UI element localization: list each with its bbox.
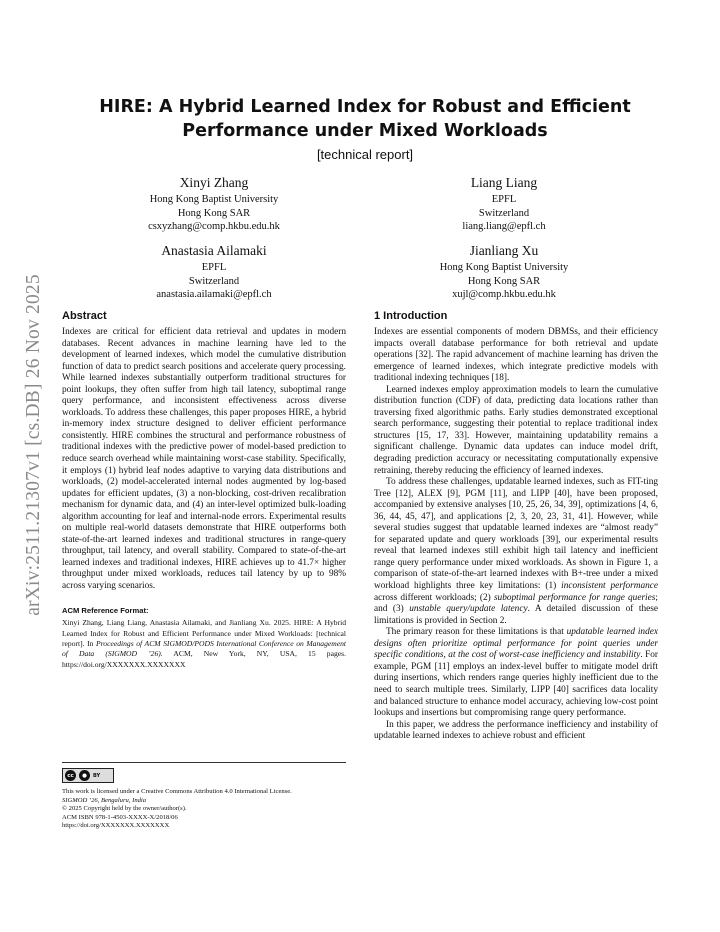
abstract-heading: Abstract [62, 310, 107, 322]
intro-paragraph-4 [374, 627, 658, 719]
emphasis-span: inconsistent performance [561, 581, 658, 592]
creative-commons-logo [62, 768, 114, 783]
emphasis-span: suboptimal performance for range queries [493, 592, 656, 603]
text-span: ; and (3) [374, 592, 658, 615]
author-location: Switzerland [188, 275, 240, 287]
intro-paragraph-5: In this paper, we address the performance inefficiency and instability of updatable learned indexes to achieve robust and efficient [374, 719, 658, 742]
copyright-line: © 2025 Copyright held by the owner/author(s). [62, 805, 187, 813]
text-span: . A detailed discussion of these limitations is provided in Section 2. [374, 604, 658, 626]
text-span: . For example, PGM [11] employs an index-level buffer to mitigate model drift during insertions, which renders range queries highly inefficient due to the need to search multiple trees. Similarly, LIPP [40] sacrifices data locality and balanced structure to enhance model accuracy, achieving low-cost point lookups and insertions but compromising range query performance. [374, 650, 658, 719]
license-block [62, 788, 352, 831]
ref-tail: ACM, New York, NY, USA, 15 pages. https://doi.org/XXXXXXX.XXXXXXX [62, 649, 346, 669]
author-affiliation: EPFL [201, 262, 227, 273]
text-span: across different workloads; (2) [374, 592, 494, 603]
introduction-heading: 1 Introduction [374, 310, 448, 322]
text-span: The primary reason for these limitations is that [386, 627, 567, 638]
paper-subtitle: [technical report] [316, 147, 414, 162]
author-block-4 [374, 242, 634, 302]
author-email: xujl@comp.hkbu.edu.hk [452, 289, 556, 300]
author-affiliation: Hong Kong Baptist University [149, 194, 279, 205]
acm-reference-text [62, 618, 346, 670]
intro-paragraph-1: Indexes are essential components of modern DBMSs, and their efficiency impacts overall database performance for both retrieval and update operations [32]. The rapid advancement of machine learning has driven the emergence of learned indexes, which integrate predictive models with traditional indexing techniques [18]. [374, 327, 658, 384]
text-span: To address these challenges, updatable learned indexes, such as FIT-ting Tree [12], ALEX [9], PGM [11], and LIPP [40], have been proposed, accompanied by extensive analyses [10, 25, 26, 34, 39], optimizations [4, 6, 36, 44, 45, 47], and applications [2, 3, 20, 23, 31, 41]. However, while several studies suggest that updatable learned indexes are “almost ready” for separated update and query workloads [39], our experimental results reveal that learned indexes still exhibit high tail latency and inefficient range query performance under mixed workloads. As shown in Figure 1, a comparison of state-of-the-art learned indexes with B+-tree under a mixed workload highlights three key limitations: (1) [374, 477, 658, 592]
author-email: anastasia.ailamaki@epfl.ch [156, 289, 272, 300]
arxiv-sidebar [14, 220, 54, 670]
left-column [62, 310, 346, 670]
abstract-text: Indexes are critical for efficient data retrieval and updates in modern databases. Recent advances in machine learning have led to the development of learned indexes, which model the cumulative distribution function of data to predict search positions and accelerate query processing. While learned indexes substantially outperform traditional structures for point lookups, they often suffer from high tail latency, suboptimal range query performance, and inconsistent effectiveness across diverse workloads. To address these challenges, this paper proposes HIRE, a hybrid in-memory index structure designed to deliver efficient performance consistently. HIRE combines the structural and performance robustness of traditional indexes with the predictive power of model-based prediction to reduce search overhead while maintaining worst-case stability. Specifically, it employs (1) hybrid leaf nodes adaptive to varying data distributions and workloads, (2) model-accelerated internal nodes augmented by log-based updates for efficient updates, (3) a non-blocking, cost-driven recalibration mechanism for dynamic data, and (4) an inter-level optimized bulk-loading algorithm accounting for leaf and internal-node errors. Experimental results on multiple real-world datasets demonstrate that HIRE outperforms both state-of-the-art learned indexes and traditional structures in range-query throughput, tail latency, and overall stability. Compared to state-of-the-art learned indexes and traditional indexes, HIRE achieves up to 41.7× higher throughput under mixed workloads, reduces tail latency by up to 98% across varying scenarios. [62, 327, 346, 592]
author-email: csxyzhang@comp.hkbu.edu.hk [148, 221, 280, 232]
right-column [374, 310, 658, 743]
emphasis-span: unstable query/update latency [409, 604, 528, 615]
footnote-divider [62, 762, 346, 763]
acm-reference-heading: ACM Reference Format: [62, 605, 149, 615]
author-affiliation: EPFL [491, 194, 517, 205]
cc-icon: cc [65, 770, 76, 781]
author-block-1 [84, 174, 344, 234]
paper-title [62, 95, 668, 143]
license-line: This work is licensed under a Creative Commons Attribution 4.0 International License. [62, 788, 292, 795]
title-line-2: Performance under Mixed Workloads [182, 121, 548, 141]
author-block-2 [374, 174, 634, 234]
by-label: BY [93, 772, 101, 779]
intro-paragraph-3 [374, 477, 658, 627]
author-location: Switzerland [478, 207, 530, 219]
isbn-line: ACM ISBN 978-1-4503-XXXX-X/2018/06 [62, 813, 178, 821]
author-name: Anastasia Ailamaki [161, 243, 267, 258]
author-location: Hong Kong SAR [467, 275, 541, 287]
ref-authors: Xinyi Zhang, Liang Liang, Anastasia Ailamaki, and Jianliang Xu. 2025. HIRE: A Hybrid Learned Index for Robust and Efficient Performance under Mixed Workloads: [technical report]. In [62, 618, 346, 648]
author-name: Liang Liang [470, 175, 538, 190]
attribution-icon: ● [79, 770, 90, 781]
arxiv-identifier: arXiv:2511.21307v1 [cs.DB] 26 Nov 2025 [23, 274, 44, 616]
author-name: Xinyi Zhang [179, 175, 249, 190]
author-location: Hong Kong SAR [177, 207, 251, 219]
author-name: Jianliang Xu [469, 243, 539, 258]
ref-venue: Proceedings of ACM SIGMOD/PODS International Conference on Management of Data (SIGMOD ’26). [62, 638, 346, 659]
author-block-3 [84, 242, 344, 302]
conference-line: SIGMOD ’26, Bengaluru, India [62, 796, 147, 804]
emphasis-span: updatable learned index designs often prioritize optimal performance for point queries under specific conditions, at the cost of worst-case inefficiency and instability [374, 627, 658, 661]
doi-line: https://doi.org/XXXXXXX.XXXXXXX [62, 822, 170, 830]
author-email: liang.liang@epfl.ch [462, 221, 546, 232]
author-affiliation: Hong Kong Baptist University [439, 262, 569, 273]
title-line-1: HIRE: A Hybrid Learned Index for Robust and Efficient [99, 97, 631, 117]
intro-paragraph-2: Learned indexes employ approximation models to learn the cumulative distribution function (CDF) of data, predicting data locations rather than traversing fixed algorithmic paths. Early studies demonstrated exceptional search performance, suggesting their potential to replace traditional index structures [15, 17, 33]. However, maintaining updatability remains a significant challenge. Dynamic data updates can induce model drift, degrading prediction accuracy or necessitating computationally expensive retraining, thereby reducing the efficiency of learned indexes. [374, 384, 658, 476]
